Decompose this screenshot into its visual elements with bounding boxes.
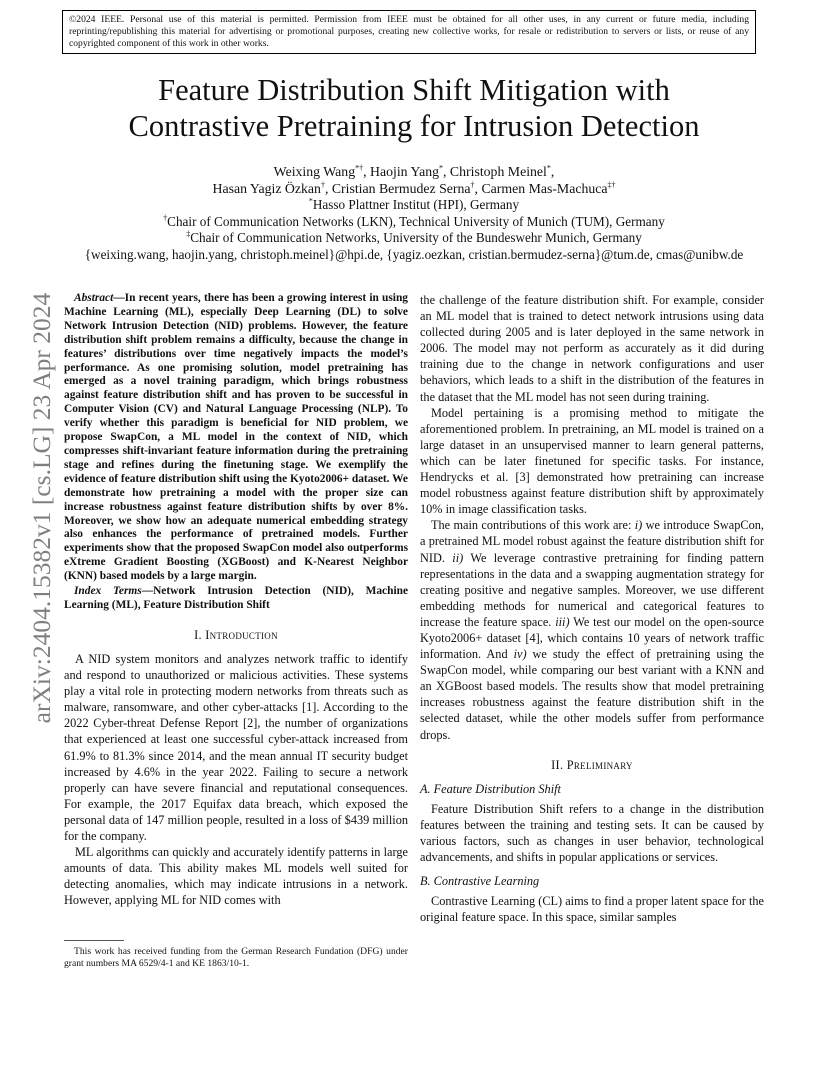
section-heading-introduction (64, 627, 408, 643)
affiliation-text: Hasso Plattner Institut (HPI), Germany (312, 197, 520, 212)
affiliation-1 (40, 197, 788, 214)
text-run: The main contributions of this work are: (431, 518, 635, 533)
copyright-notice: ©2024 IEEE. Personal use of this material is permitted. Permission from IEEE must be obtained for all other uses, in any current or future media, including reprinting/republishing this material for advertising or promotional purposes, creating new collective works, for resale or redistribution to servers or lists, or reuse of any copyrighted component of this work in other works. (62, 10, 756, 54)
subsection-heading: A. Feature Distribution Shift (420, 781, 561, 796)
title-line-1: Feature Distribution Shift Mitigation with (158, 73, 670, 107)
abstract-text: —In recent years, there has been a growing interest in using Machine Learning (ML), especially Deep Learning (DL) to solve Network Intrusion Detection (NID) problems. However, the feature distribution shift problem remains a difficulty, because the change in features’ distributions over time negatively impacts the model’s performance. As one promising solution, model pretraining has emerged as a novel training paradigm, which brings robustness against feature distribution shift and has proven to be successful in Computer Vision (CV) and Natural Language Processing (NLP). To verify whether this paradigm is beneficial for NID problem, we propose SwapCon, a ML model in the context of NID, which compresses shift-invariant feature information during the pretraining stage and refines during the finetuning stage. We exemplify the evidence of feature distribution shift using the Kyoto2006+ dataset. We demonstrate how pretraining a model with the proper size can increase robustness against feature distribution shifts by over 8%. Moreover, we show how an adequate numerical embedding strategy also enhances the performance of pretrained models. Further experiments show that the proposed SwapCon model also outperforms eXtreme Gradient Boosting (XGBoost) and K-Nearest Neighbor (KNN) based models by a large margin. (64, 292, 408, 583)
arxiv-stamp: arXiv:2404.15382v1 [cs.LG] 23 Apr 2024 (27, 292, 56, 724)
title-line-2: Contrastive Pretraining for Intrusion Detection (128, 109, 700, 143)
affiliation-text: Chair of Communication Networks (LKN), Technical University of Munich (TUM), Germany (167, 213, 665, 229)
section-number: II. (551, 757, 567, 772)
funding-footnote: This work has received funding from the German Research Fundation (DFG) under grant numbers MA 6529/4-1 and KE 1863/10-1. (64, 946, 408, 969)
author-name: Cristian Bermudez Serna (331, 181, 471, 196)
section-name: Introduction (205, 627, 278, 642)
paragraph: Contrastive Learning (CL) aims to find a proper latent space for the original feature space. In this space, similar samples (420, 894, 764, 925)
author-sup: *† (355, 163, 364, 173)
affiliation-sup: † (163, 213, 168, 223)
enumeration-marker: iv) (513, 647, 527, 662)
paragraph: Model pertaining is a promising method to mitigate the aforementioned problem. In pretraining, an ML model is trained on a large dataset in an unsupervised manner to learn general patterns, which can be later finetuned for specific tasks. For instance, Hendrycks et al. [3] demonstrated how pretraining can increase model robustness against feature distribution shift by approximately 10% in image classification tasks. (420, 405, 764, 517)
paper-title (40, 72, 788, 144)
enumeration-marker: i) (634, 518, 643, 533)
section-heading-preliminary (420, 757, 764, 773)
section-name: Preliminary (566, 757, 633, 772)
author-name: Weixing Wang (273, 164, 356, 179)
text-run: we introduce SwapCon, a pretrained ML model robust against the feature distribution shift for NID. (420, 518, 764, 565)
paragraph: Feature Distribution Shift refers to a change in the distribution features between the training and testing sets. It can be caused by various factors, such as changes in user behavior, technological advancements, and shifts in popular applications or services. (420, 801, 764, 865)
author-name: Carmen Mas-Machuca (481, 181, 608, 196)
subsection-heading: B. Contrastive Learning (420, 874, 540, 889)
enumeration-marker: iii) (555, 614, 570, 629)
paragraph: ML algorithms can quickly and accurately identify patterns in large amounts of data. This ability makes ML models well suited for detecting anomalies, which may indicate intrusions in a network. However, applying ML for NID comes with (64, 845, 408, 908)
affiliation-3 (40, 230, 788, 247)
affiliation-sup: ‡ (186, 229, 191, 239)
index-terms-label: Index Terms (74, 585, 142, 598)
contributions-paragraph (420, 517, 764, 742)
author-block (40, 163, 788, 263)
abstract-label: Abstract (74, 292, 114, 304)
paragraph: A NID system monitors and analyzes network traffic to identify and respond to unauthorized or malicious activities. These systems play a vital role in protecting modern networks from threats such as malware, ransomware, and other cyber-attacks [1]. According to the 2022 Cyber-threat Defense Report [2], the number of organizations that experienced at least one successful cyber-attack increased from 61.9% to 81.3% since 2014, and the mean annual IT security budget increased by 4.6% in the year 2022. Failing to secure a network properly can have severe financial and reputational consequences. For example, the 2017 Equifax data breach, which exposed the personal data of 147 million people, resulted in a loss of $439 million for the company. (64, 651, 408, 843)
author-emails: {weixing.wang, haojin.yang, christoph.meinel}@hpi.de, {yagiz.oezkan, cristian.bermudez-serna}@tum.de, cmas@unibw.de (84, 246, 744, 262)
author-name: Hasan Yagiz Özkan (212, 181, 321, 196)
affiliation-2 (40, 214, 788, 231)
index-terms-text: —Network Intrusion Detection (NID), Machine Learning (ML), Feature Distribution Shift (64, 585, 408, 611)
affiliation-sup: * (308, 196, 313, 206)
index-terms (64, 585, 408, 613)
author-name: Christoph Meinel (449, 164, 547, 179)
enumeration-marker: ii) (452, 550, 464, 565)
author-sup: † (320, 180, 325, 190)
author-sup: ‡† (607, 180, 616, 190)
right-column (420, 292, 764, 925)
footnote-rule (64, 940, 124, 941)
text-run: We leverage contrastive pretraining for finding pattern representations in the data and a swapping augmentation strategy for creating positive and negative samples. Moreover, we use different embedding methods for numerical and categorical features to increase the feature space. (420, 550, 764, 629)
left-column (64, 292, 408, 908)
author-line-2: Hasan Yagiz Özkan†, Cristian Bermudez Serna†, Carmen Mas-Machuca‡† (212, 180, 616, 196)
affiliation-text: Chair of Communication Networks, University of the Bundeswehr Munich, Germany (190, 230, 642, 245)
author-sup: * (546, 163, 551, 173)
text-run: We test our model on the open-source Kyoto2006+ dataset [4], which contains 10 years of network traffic information. And (420, 614, 764, 662)
paragraph: the challenge of the feature distribution shift. For example, consider an ML model that is trained to detect network intrusions using data collected during 2005 and is later deployed in the same network in 2006. The model may not perform as accurately as it did during training due to the change in network configurations and user behaviors, which leads to a shift in the distribution of the features in the dataset that the ML model has not seen during training. (420, 293, 764, 404)
section-number: I. (194, 627, 206, 642)
text-run: we study the effect of pretraining using the SwapCon model, while comparing our best variant with a KNN and an XGBoost based models. The results show that model pretraining increases robustness against the feature distribution shift in the selected dataset, while the other models suffer from performance drops. (420, 647, 764, 742)
abstract (64, 292, 408, 584)
author-line-1: Weixing Wang*†, Haojin Yang*, Christoph Meinel*, (273, 163, 555, 179)
author-sup: † (470, 180, 475, 190)
author-sup: * (439, 163, 444, 173)
author-name: Haojin Yang (370, 164, 440, 179)
